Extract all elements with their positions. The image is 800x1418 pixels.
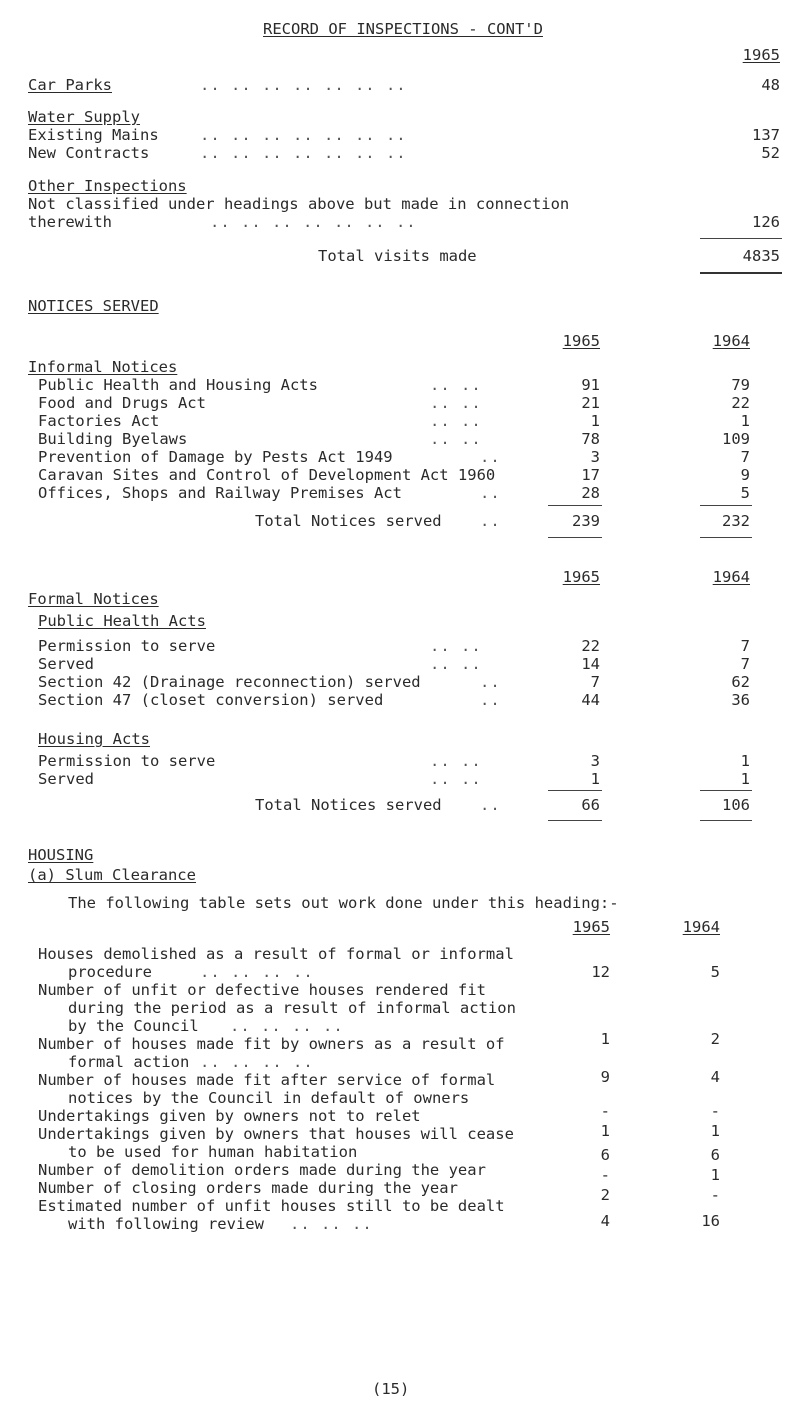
- informal-row-1964: 9: [740, 466, 750, 484]
- housing-intro: The following table sets out work done under this heading:-: [68, 894, 619, 912]
- public-health-row-1965: 44: [581, 691, 600, 709]
- housing-value-1965: 6: [600, 1146, 610, 1164]
- housing-text-line: with following review: [68, 1215, 264, 1233]
- housing-text-line: Number of houses made fit by owners as a result of: [38, 1035, 505, 1053]
- leader-dots: .. ..: [430, 430, 482, 448]
- rule: [548, 505, 602, 506]
- leader-dots: ..: [480, 484, 501, 502]
- informal-row-1964: 5: [740, 484, 750, 502]
- informal-row-label: Offices, Shops and Railway Premises Act: [38, 484, 402, 502]
- new-contracts-value: 52: [761, 144, 780, 162]
- col-1965-heading: 1965: [562, 568, 600, 586]
- leader-dots: ..: [480, 796, 501, 814]
- leader-dots: ..: [480, 673, 501, 691]
- public-health-row-1965: 7: [590, 673, 600, 691]
- page-header-title: RECORD OF INSPECTIONS - CONT'D: [263, 20, 543, 38]
- leader-dots: .. .. .. .. .. .. ..: [200, 126, 407, 144]
- leader-dots: .. ..: [430, 655, 482, 673]
- existing-mains-value: 137: [752, 126, 780, 144]
- formal-total-1965: 66: [581, 796, 600, 814]
- housing-value-1964: 16: [701, 1212, 720, 1230]
- public-health-row-1964: 36: [731, 691, 750, 709]
- housing-value-1964: 2: [710, 1030, 720, 1048]
- col-1964-heading: 1964: [712, 332, 750, 350]
- rule: [700, 820, 752, 821]
- informal-row-label: Factories Act: [38, 412, 160, 430]
- informal-row-1964: 79: [731, 376, 750, 394]
- housing-value-1965: 1: [600, 1122, 610, 1140]
- housing-value-1964: 4: [710, 1068, 720, 1086]
- housing-text-line: Number of demolition orders made during the year: [38, 1161, 486, 1179]
- formal-total-label: Total Notices served: [255, 796, 442, 814]
- housing-value-1965: 12: [591, 963, 610, 981]
- rule: [548, 820, 602, 821]
- housing-value-1964: 6: [710, 1146, 720, 1164]
- notices-served-heading: NOTICES SERVED: [28, 297, 159, 315]
- new-contracts-label: New Contracts: [28, 144, 150, 162]
- informal-row-1964: 22: [731, 394, 750, 412]
- leader-dots: ..: [480, 691, 501, 709]
- informal-row-1965: 78: [581, 430, 600, 448]
- housing-text-line: formal action: [68, 1053, 190, 1071]
- leader-dots: .. .. ..: [290, 1215, 373, 1233]
- rule: [700, 505, 752, 506]
- informal-total-label: Total Notices served: [255, 512, 442, 530]
- total-visits-value: 4835: [742, 247, 780, 265]
- year-column-heading: 1965: [742, 46, 780, 64]
- housing-text-line: Estimated number of unfit houses still to be dealt: [38, 1197, 505, 1215]
- informal-total-1965: 239: [572, 512, 600, 530]
- existing-mains-label: Existing Mains: [28, 126, 159, 144]
- leader-dots: .. ..: [430, 394, 482, 412]
- car-parks-value: 48: [761, 76, 780, 94]
- informal-row-label: Building Byelaws: [38, 430, 188, 448]
- formal-total-1964: 106: [722, 796, 750, 814]
- rule: [548, 537, 602, 538]
- housing-value-1965: 2: [600, 1186, 610, 1204]
- leader-dots: .. .. .. ..: [200, 963, 314, 981]
- public-health-row-label: Served: [38, 655, 94, 673]
- housing-text-line: during the period as a result of informal action: [68, 999, 516, 1017]
- housing-value-1965: -: [600, 1102, 610, 1120]
- housing-text-line: Number of unfit or defective houses rendered fit: [38, 981, 486, 999]
- leader-dots: .. ..: [430, 412, 482, 430]
- public-health-row-1964: 62: [731, 673, 750, 691]
- leader-dots: .. ..: [430, 376, 482, 394]
- housing-text-line: to be used for human habitation: [68, 1143, 358, 1161]
- leader-dots: .. ..: [430, 770, 482, 788]
- car-parks-label: Car Parks: [28, 76, 112, 94]
- informal-row-1965: 28: [581, 484, 600, 502]
- housing-value-1964: -: [710, 1102, 720, 1120]
- informal-row-1964: 109: [722, 430, 750, 448]
- housing-value-1964: 1: [710, 1122, 720, 1140]
- housing-text-line: Houses demolished as a result of formal or informal: [38, 945, 514, 963]
- housing-value-1964: 5: [710, 963, 720, 981]
- housing-text-line: Undertakings given by owners not to relet: [38, 1107, 421, 1125]
- housing-value-1964: 1: [710, 1166, 720, 1184]
- informal-total-1964: 232: [722, 512, 750, 530]
- public-health-row-label: Section 42 (Drainage reconnection) served: [38, 673, 421, 691]
- rule: [700, 537, 752, 538]
- leader-dots: .. .. .. .. .. .. ..: [200, 76, 407, 94]
- leader-dots: .. ..: [430, 637, 482, 655]
- informal-row-label: Food and Drugs Act: [38, 394, 206, 412]
- housing-value-1964: -: [710, 1186, 720, 1204]
- rule: [548, 790, 602, 791]
- housing-acts-row-label: Permission to serve: [38, 752, 216, 770]
- housing-text-line: procedure: [68, 963, 152, 981]
- informal-row-1965: 3: [590, 448, 600, 466]
- public-health-row-label: Section 47 (closet conversion) served: [38, 691, 384, 709]
- leader-dots: .. .. .. .. .. .. ..: [210, 213, 417, 231]
- housing-acts-row-label: Served: [38, 770, 94, 788]
- informal-row-label: Prevention of Damage by Pests Act 1949: [38, 448, 393, 466]
- informal-row-1965: 21: [581, 394, 600, 412]
- water-supply-heading: Water Supply: [28, 108, 140, 126]
- therewith-value: 126: [752, 213, 780, 231]
- public-health-row-1965: 22: [581, 637, 600, 655]
- public-health-row-label: Permission to serve: [38, 637, 216, 655]
- total-visits-label: Total visits made: [318, 247, 477, 265]
- public-health-row-1965: 14: [581, 655, 600, 673]
- rule: [700, 238, 782, 239]
- slum-clearance-subheading: (a) Slum Clearance: [28, 866, 196, 884]
- col-1965-heading: 1965: [562, 332, 600, 350]
- col-1964-heading: 1964: [712, 568, 750, 586]
- leader-dots: .. .. .. ..: [200, 1053, 314, 1071]
- leader-dots: .. .. .. .. .. .. ..: [200, 144, 407, 162]
- housing-text-line: notices by the Council in default of owners: [68, 1089, 470, 1107]
- public-health-acts-heading: Public Health Acts: [38, 612, 206, 630]
- housing-text-line: Number of closing orders made during the year: [38, 1179, 458, 1197]
- public-health-row-1964: 7: [740, 637, 750, 655]
- housing-acts-heading: Housing Acts: [38, 730, 150, 748]
- housing-acts-row-1964: 1: [740, 770, 750, 788]
- informal-notices-heading: Informal Notices: [28, 358, 178, 376]
- col-1965-heading: 1965: [572, 918, 610, 936]
- col-1964-heading: 1964: [682, 918, 720, 936]
- housing-value-1965: 4: [600, 1212, 610, 1230]
- rule: [700, 790, 752, 791]
- informal-row-1965: 17: [581, 466, 600, 484]
- leader-dots: ..: [480, 512, 501, 530]
- housing-value-1965: -: [600, 1166, 610, 1184]
- housing-value-1965: 9: [600, 1068, 610, 1086]
- page-number: (15): [372, 1380, 410, 1398]
- public-health-row-1964: 7: [740, 655, 750, 673]
- informal-row-1965: 91: [581, 376, 600, 394]
- informal-row-1965: 1: [590, 412, 600, 430]
- informal-row-1964: 7: [740, 448, 750, 466]
- other-inspections-heading: Other Inspections: [28, 177, 187, 195]
- housing-heading: HOUSING: [28, 846, 94, 864]
- formal-notices-heading: Formal Notices: [28, 590, 159, 608]
- leader-dots: .. ..: [430, 752, 482, 770]
- informal-row-1964: 1: [740, 412, 750, 430]
- housing-text-line: by the Council: [68, 1017, 199, 1035]
- informal-row-label: Public Health and Housing Acts: [38, 376, 318, 394]
- housing-acts-row-1964: 1: [740, 752, 750, 770]
- housing-acts-row-1965: 1: [590, 770, 600, 788]
- leader-dots: .. .. .. ..: [230, 1017, 344, 1035]
- therewith-label: therewith: [28, 213, 112, 231]
- housing-acts-row-1965: 3: [590, 752, 600, 770]
- leader-dots: ..: [480, 448, 501, 466]
- double-rule: [700, 272, 782, 274]
- informal-row-label: Caravan Sites and Control of Development Act 1960: [38, 466, 496, 484]
- not-classified-label: Not classified under headings above but made in connection: [28, 195, 570, 213]
- housing-value-1965: 1: [600, 1030, 610, 1048]
- housing-text-line: Undertakings given by owners that houses will cease: [38, 1125, 514, 1143]
- housing-text-line: Number of houses made fit after service of formal: [38, 1071, 496, 1089]
